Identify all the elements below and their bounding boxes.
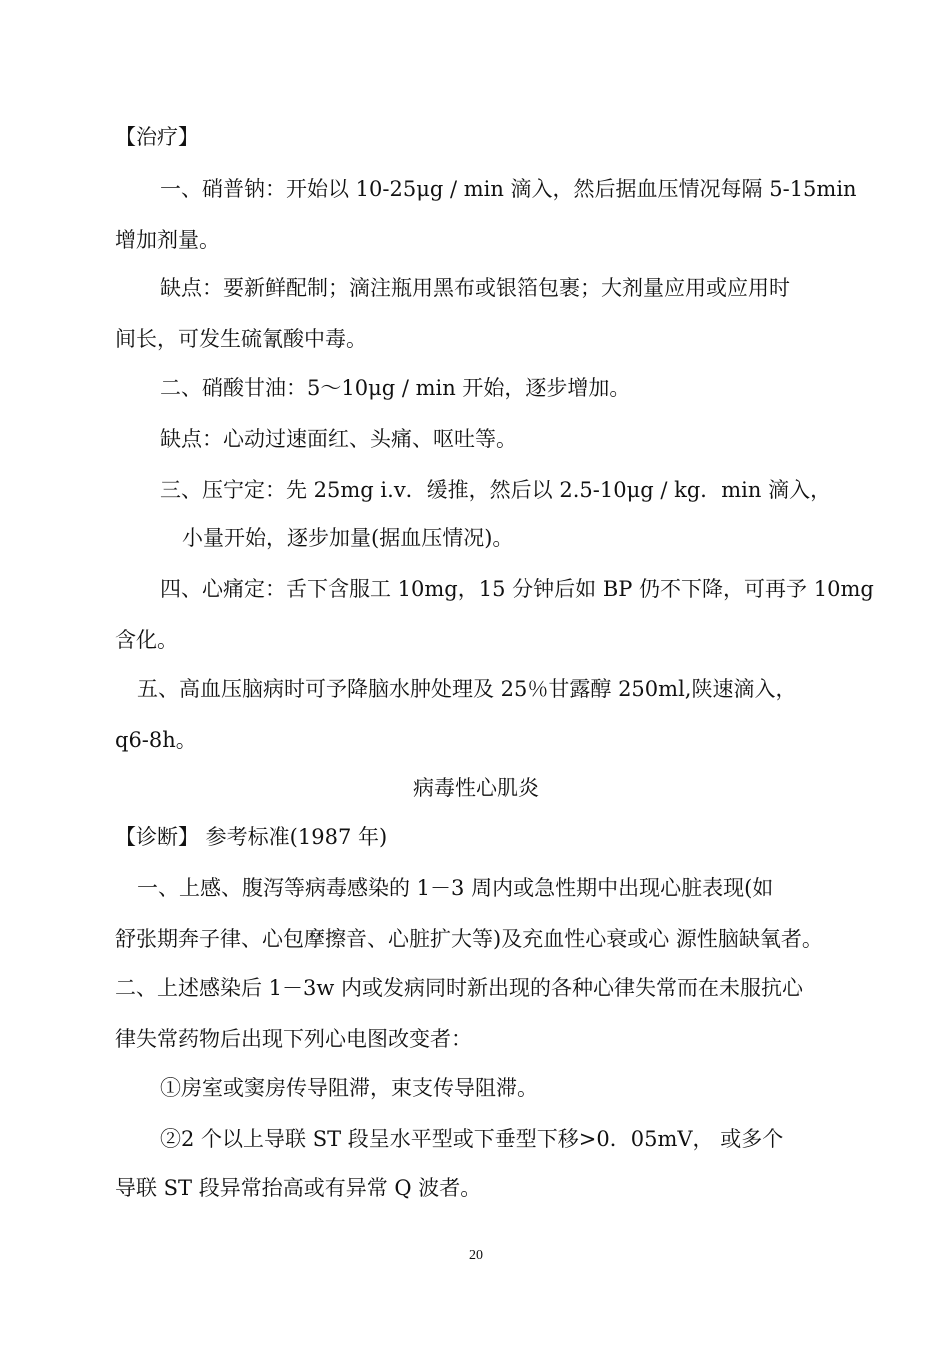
treatment-item-1-line-1: 一、硝普钠：开始以 10-25μg / min 滴入，然后据血压情况每隔 5-15min [160,177,857,201]
diagnosis-sub-2-line-1: ②2 个以上导联 ST 段呈水平型或下垂型下移>0．05mV， 或多个 [160,1127,784,1151]
diagnosis-sub-1: ①房室或窦房传导阻滞，束支传导阻滞。 [160,1076,538,1100]
treatment-heading: 【治疗】 [115,125,199,149]
diagnosis-criterion-2-line-2: 律失常药物后出现下列心电图改变者： [115,1027,472,1051]
treatment-item-5-line-1: 五、高血压脑病时可予降脑水肿处理及 25％甘露醇 250ml,陕速滴入， [137,677,797,701]
treatment-item-3-line-2: 小量开始，逐步加量(据血压情况)。 [182,526,514,550]
treatment-item-1-cons-line-1: 缺点：要新鲜配制；滴注瓶用黑布或银箔包裹；大剂量应用或应用时 [160,276,790,300]
diagnosis-criterion-2-line-1: 二、上述感染后 1－3w 内或发病同时新出现的各种心律失常而在未服抗心 [115,976,804,1000]
treatment-item-2-cons: 缺点：心动过速面红、头痛、呕吐等。 [160,427,517,451]
diagnosis-criterion-1-line-1: 一、上感、腹泻等病毒感染的 1－3 周内或急性期中出现心脏表现(如 [137,876,774,900]
diagnosis-sub-2-line-2: 导联 ST 段异常抬高或有异常 Q 波者。 [115,1176,482,1200]
section-title: 病毒性心肌炎 [413,776,539,800]
treatment-item-1-line-2: 增加剂量。 [115,228,220,252]
treatment-item-4-line-1: 四、心痛定：舌下含服工 10mg，15 分钟后如 BP 仍不下降，可再予 10mg [160,577,874,601]
treatment-item-4-line-2: 含化。 [115,628,178,652]
treatment-item-5-line-2: q6-8h。 [115,728,197,752]
treatment-item-1-cons-line-2: 间长，可发生硫氰酸中毒。 [115,327,367,351]
page-number: 20 [469,1248,483,1263]
diagnosis-criterion-1-line-2: 舒张期奔子律、心包摩擦音、心脏扩大等)及充血性心衰或心 源性脑缺氧者。 [115,927,823,951]
treatment-item-3-line-1: 三、压宁定：先 25mg i.v．缓推，然后以 2.5-10μg / kg．min 滴入， [160,478,832,502]
treatment-item-2: 二、硝酸甘油：5～10μg / min 开始，逐步增加。 [160,376,631,400]
diagnosis-heading: 【诊断】 参考标准(1987 年) [115,825,388,849]
